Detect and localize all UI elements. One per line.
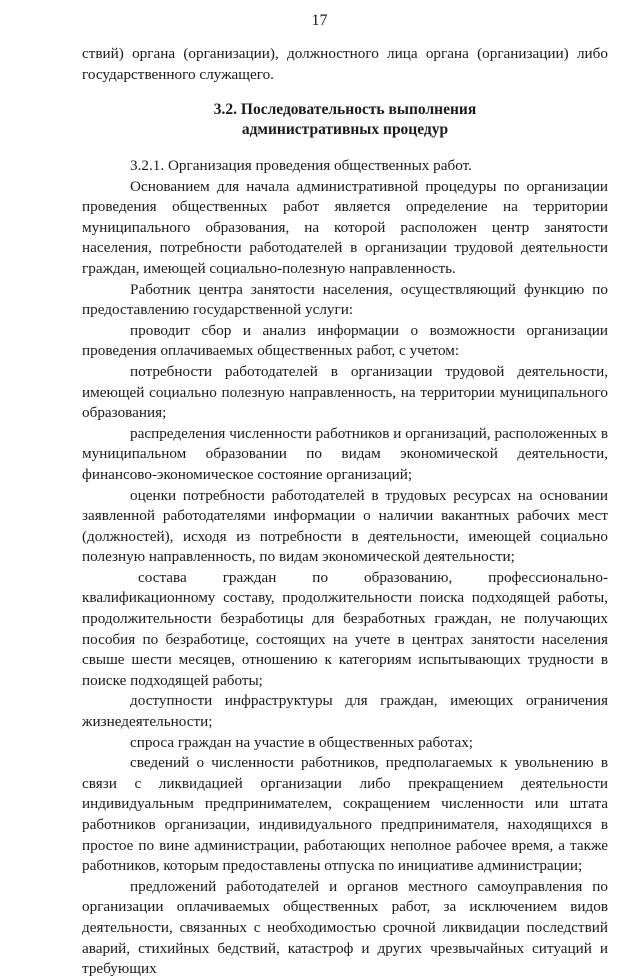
list-item-distribution: распределения численности работников и организаций, расположенных в муниципальном образовании по видам экономической деятельности, финансово-экономическое состояние организаций; — [82, 424, 608, 483]
intro-paragraph: ствий) органа (организации), должностного лица органа (организации) либо государственного служащего. — [82, 45, 608, 83]
paragraph-employee: Работник центра занятости населения, осуществляющий функцию по предоставлению государственной услуги: — [82, 280, 608, 319]
paragraph-collects-info: проводит сбор и анализ информации о возможности организации проведения оплачиваемых общественных работ, с учетом: — [82, 321, 608, 360]
list-item-employer-needs: потребности работодателей в организации трудовой деятельности, имеющей социально полезную направленность, на территории муниципального образования; — [82, 362, 608, 422]
list-item-dismissal-info: сведений о численности работников, предполагаемых к увольнению в связи с ликвидацией организации либо прекращением деятельности индивидуальным предпринимателем, сокращением численности или штата работников организации, индивидуального предпринимателя, находящихся в простое по вине администрации, работающих неполное рабочее время, а также работников, которым предоставлены отпуска по инициативе администрации; — [82, 754, 608, 875]
list-item-assessment: оценки потребности работодателей в трудовых ресурсах на основании заявленной работодателями информации о наличии вакантных рабочих мест (должностей), исходя из потребности в деятельности, имеющей социально полезную направленность, по видам экономической деятельности; — [82, 486, 608, 566]
list-item-composition: состава граждан по образованию, профессионально-квалификационному составу, продолжительности поиска подходящей работы, продолжительности безработицы для безработных граждан, не получающих пособия по безработице, состоящих на учете в центрах занятости населения свыше шести месяцев, отношению к категориям испытывающих трудности в поиске подходящей работы; — [82, 568, 608, 689]
list-item-accessibility: доступности инфраструктуры для граждан, имеющих ограничения жизнедеятельности; — [82, 692, 608, 731]
list-item-proposals: предложений работодателей и органов местного самоуправления по организации оплачиваемых общественных работ, за исключением видов деятельности, связанных с необходимостью срочной ликвидации последствий аварий, стихийных бедствий, катастроф и других чрезвычайных ситуаций и требующих — [82, 877, 608, 978]
section-heading-line-2: административных процедур — [241, 121, 449, 138]
intro-fragment — [82, 44, 608, 85]
section-heading-line-1: 3.2. Последовательность выполнения — [213, 101, 477, 118]
paragraph-basis: Основанием для начала административной процедуры по организации проведения общественных работ является определение на территории муниципального образования, на которой расположен центр занятости населения, потребности работодателей в организации трудовой деятельности граждан, имеющей социально-полезную направленность. — [82, 177, 608, 277]
paragraph-3-2-1: 3.2.1. Организация проведения общественных работ. — [130, 157, 472, 174]
list-item-demand: спроса граждан на участие в общественных работах; — [130, 733, 474, 751]
page-number: 17 — [311, 12, 328, 29]
section-heading — [82, 100, 608, 140]
body-text — [82, 156, 608, 980]
